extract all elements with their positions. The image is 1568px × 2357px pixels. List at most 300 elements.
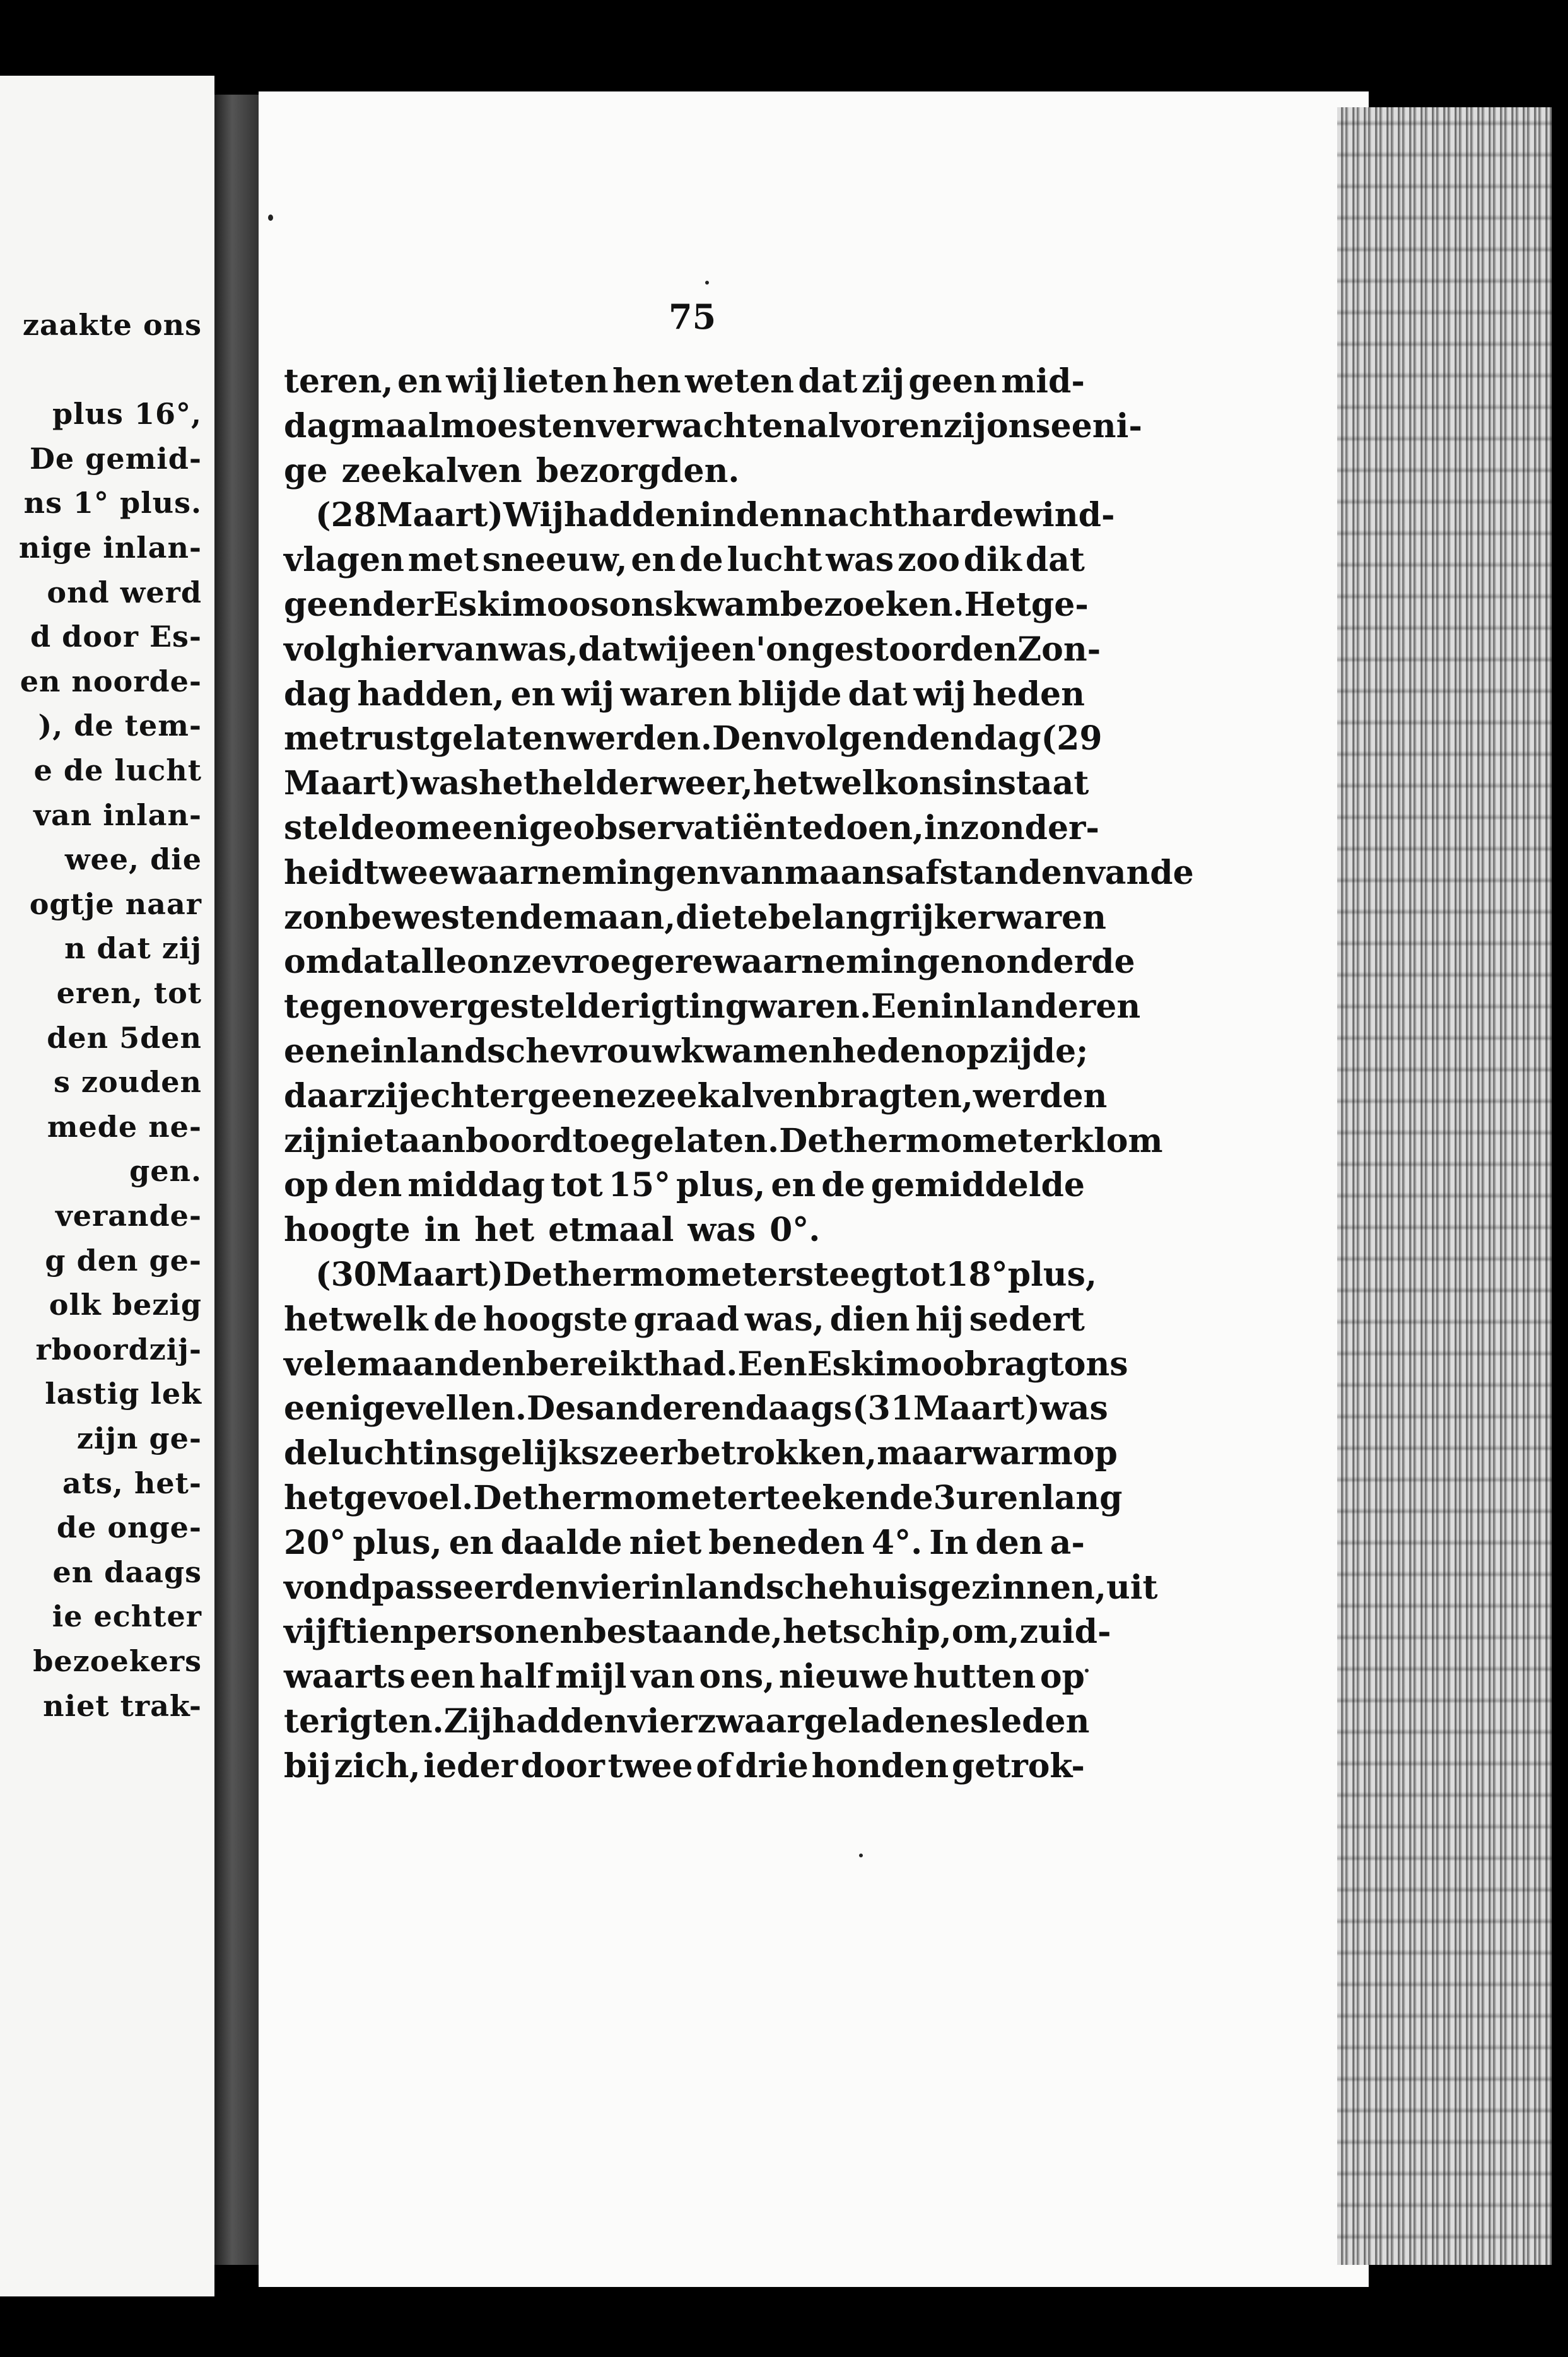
word: Eskimoos (433, 585, 609, 624)
left-page-line: ond werd (47, 575, 202, 609)
word: sneeuw, (482, 541, 628, 580)
word: maansafstanden (784, 853, 1086, 892)
word: plus, (676, 1166, 766, 1205)
word: bij (284, 1746, 331, 1785)
word: Het (964, 585, 1031, 624)
word: daalde (500, 1523, 623, 1562)
text-line (284, 360, 1085, 404)
word: rust (354, 719, 430, 758)
left-page-line: de onge- (56, 1510, 202, 1545)
word: het (478, 764, 539, 803)
word: plus, (1007, 1255, 1097, 1294)
left-page-line: bezoekers (33, 1644, 202, 1678)
word: Maart) (376, 496, 503, 535)
word: eene (284, 1032, 371, 1071)
word: dik (963, 541, 1022, 580)
word: volg (284, 630, 361, 669)
word: onder (984, 943, 1092, 982)
word: passeerden (372, 1568, 580, 1607)
word: geladene (804, 1702, 971, 1741)
word: hadden (564, 496, 700, 535)
text-line (284, 1566, 1158, 1611)
word: alvoren (807, 406, 944, 445)
word: zon (284, 898, 349, 937)
left-page-line: s zouden (53, 1065, 202, 1100)
word: of (696, 1746, 732, 1785)
word: sleden (970, 1702, 1090, 1741)
word: door (520, 1746, 605, 1785)
word: hutten (913, 1657, 1036, 1696)
word: moesten (440, 406, 597, 445)
left-page (0, 76, 214, 2296)
word: (31 (852, 1389, 914, 1428)
word: een' (690, 630, 766, 669)
word: hadden, (357, 674, 505, 714)
word: honden (811, 1746, 949, 1785)
word: inzonder- (924, 808, 1100, 847)
word: eeni- (1050, 406, 1142, 445)
left-page-line: eren, tot (56, 976, 202, 1010)
word: den (975, 1523, 1043, 1562)
word: vond (284, 1568, 372, 1607)
word: bragten, (817, 1076, 973, 1115)
word: bezoeken. (780, 585, 964, 624)
text-line (284, 1744, 1085, 1789)
word: (28 (315, 496, 377, 535)
text-line (284, 806, 1100, 851)
left-page-line: wee, die (64, 842, 202, 877)
left-page-line: en noorde- (20, 664, 202, 698)
word: ons (1063, 1344, 1128, 1384)
word: gevoel. (343, 1478, 474, 1517)
word: mijl (555, 1657, 627, 1696)
book-gutter (214, 95, 259, 2265)
word: ongestoorden (765, 630, 1018, 669)
word: zeekalven (636, 1076, 818, 1115)
word: het (284, 1478, 344, 1517)
word: niet (629, 1523, 702, 1562)
word: met (284, 719, 355, 758)
word: vrouw (570, 1032, 681, 1071)
word: lang (1041, 1478, 1123, 1517)
word: daar (284, 1076, 367, 1115)
word: uren (956, 1478, 1042, 1517)
word: drie (735, 1746, 809, 1785)
word: toegelaten. (572, 1121, 780, 1160)
speck-mark (1085, 1669, 1089, 1672)
word: in (699, 496, 736, 535)
word: het (782, 1613, 843, 1652)
word: alle (399, 943, 467, 982)
word: De (779, 1121, 829, 1160)
word: waarnemingen (713, 943, 985, 982)
word: maar (877, 1434, 971, 1473)
word: om (394, 808, 452, 847)
text-line (284, 1610, 1111, 1655)
word: en (771, 1166, 816, 1205)
word: het (474, 1211, 535, 1250)
word: heden (832, 1032, 945, 1071)
word: teekende (765, 1478, 933, 1517)
word: hiervan (360, 630, 499, 669)
word: ieder (423, 1746, 518, 1785)
left-page-line: olk bezig (49, 1288, 202, 1322)
word: De (503, 1255, 553, 1294)
word: daags (745, 1389, 853, 1428)
word: dat (578, 630, 638, 669)
word: tot (893, 1255, 946, 1294)
word: anderen (594, 1389, 746, 1428)
word: zwaar (697, 1702, 804, 1741)
word: wind- (1014, 496, 1115, 535)
speck-mark (705, 281, 709, 285)
word: twee (364, 853, 449, 892)
word: ons (986, 406, 1051, 445)
word: lucht (727, 541, 822, 580)
word: gelaten (429, 719, 567, 758)
left-page-line: ie echter (52, 1599, 202, 1634)
text-line (284, 493, 1115, 538)
word: waarnemingen (448, 853, 721, 892)
word: zeer (599, 1434, 677, 1473)
word: de (519, 898, 563, 937)
word: hetwelk (284, 1300, 428, 1339)
word: thermometer (522, 1478, 766, 1517)
word: maanden (357, 1344, 526, 1384)
word: steeg (795, 1255, 894, 1294)
text-line (284, 1119, 1163, 1164)
word: en (397, 362, 442, 401)
word: 15° (608, 1166, 671, 1205)
left-page-line: den 5den (47, 1020, 202, 1055)
left-page-line: lastig lek (45, 1377, 202, 1411)
left-page-line: en daags (52, 1555, 202, 1589)
word: dag (974, 719, 1041, 758)
text-line (284, 1074, 1108, 1119)
word: hadden (492, 1702, 628, 1741)
word: te (732, 898, 768, 937)
word: had. (658, 1344, 738, 1384)
word: vijftien (284, 1613, 414, 1652)
word: van (631, 1657, 695, 1696)
word: om, (951, 1613, 1020, 1652)
word: de (679, 541, 723, 580)
word: heden (972, 674, 1085, 714)
text-line (284, 1387, 1108, 1431)
word: bestaande, (583, 1613, 783, 1652)
left-page-line: verande- (55, 1199, 202, 1233)
word: zij (284, 1121, 327, 1160)
word: geen (908, 362, 997, 401)
word: Des (526, 1389, 595, 1428)
left-page-line: rboordzij- (35, 1332, 202, 1367)
word: hen (612, 362, 681, 401)
text-line (284, 717, 1103, 761)
word: observatiën (573, 808, 787, 847)
word: was, (744, 1300, 824, 1339)
text-line (284, 538, 1085, 583)
text-line (284, 1253, 1097, 1298)
word: 4°. (871, 1523, 923, 1562)
word: dag (284, 674, 351, 714)
word: Een (737, 1344, 807, 1384)
word: die (676, 898, 732, 937)
word: Maart) (913, 1389, 1040, 1428)
word: 20° (284, 1523, 346, 1562)
word: den (735, 496, 804, 535)
word: met (407, 541, 479, 580)
left-page-line: zijn ge- (76, 1421, 202, 1455)
left-page-line: d door Es- (30, 620, 202, 654)
word: thermometer (553, 1255, 795, 1294)
text-line (284, 940, 1135, 985)
word: weten (685, 362, 794, 401)
word: in (424, 1211, 461, 1250)
text-line (284, 761, 1089, 806)
word: te (787, 808, 823, 847)
word: Den (712, 719, 786, 758)
word: warm (971, 1434, 1073, 1473)
word: betrokken, (677, 1434, 877, 1473)
word: tot (550, 1166, 603, 1205)
word: Zij (443, 1702, 493, 1741)
word: aan (399, 1121, 465, 1160)
text-line (284, 1298, 1085, 1343)
word: Wij (503, 496, 564, 535)
word: op (1072, 1434, 1118, 1473)
word: zij (366, 1076, 410, 1115)
word: rigten. (320, 1702, 444, 1741)
word: dien (829, 1300, 910, 1339)
body-text (284, 360, 1194, 1789)
word: graad (633, 1300, 740, 1339)
word: en (631, 541, 676, 580)
word: teren, (284, 362, 394, 401)
word: van (720, 853, 785, 892)
word: hetwelk (752, 764, 898, 803)
left-page-line: plus 16°, (52, 397, 202, 432)
word: volgenden (785, 719, 974, 758)
word: harde (907, 496, 1014, 535)
word: zich, (334, 1746, 421, 1785)
word: half (479, 1657, 551, 1696)
word: ge- (1031, 585, 1089, 624)
word: zoo (898, 541, 960, 580)
page-number: 75 (669, 297, 717, 337)
word: dat (848, 674, 908, 714)
word: eenige (284, 1389, 406, 1428)
word: zij (943, 406, 986, 445)
word: Maart) (284, 764, 411, 803)
word: etmaal (548, 1211, 674, 1250)
text-line (284, 1431, 1118, 1476)
word: en (448, 1523, 494, 1562)
word: staat (997, 764, 1089, 803)
word: bezorgden. (535, 451, 740, 490)
word: waren (995, 898, 1106, 937)
word: blijde (738, 674, 842, 714)
word: 0°. (769, 1211, 821, 1250)
text-line (284, 404, 1142, 449)
word: Een (871, 987, 941, 1026)
word: de (821, 1166, 865, 1205)
word: stelde (284, 808, 395, 847)
word: te (284, 1702, 320, 1741)
left-page-line: gen. (129, 1154, 202, 1189)
left-page-line: van inlan- (33, 797, 202, 832)
word: beneden (708, 1523, 865, 1562)
word: was (687, 1211, 756, 1250)
word: lucht (327, 1434, 423, 1473)
word: boord (465, 1121, 573, 1160)
word: op (944, 1032, 990, 1071)
text-line (284, 851, 1194, 896)
text-line (284, 449, 1085, 494)
word: de (1091, 943, 1135, 982)
word: werden (973, 1076, 1108, 1115)
text-line (284, 1208, 1085, 1253)
word: hoogte (284, 1211, 411, 1250)
word: geene (527, 1076, 637, 1115)
text-line (284, 1343, 1128, 1387)
page-edges-shading (1337, 107, 1552, 2265)
word: dagmaal (284, 406, 441, 445)
word: kwamen (680, 1032, 833, 1071)
word: getrok- (951, 1746, 1085, 1785)
word: personen (413, 1613, 584, 1652)
word: huisgezinnen, (848, 1568, 1106, 1607)
word: zuid- (1019, 1613, 1111, 1652)
left-page-line: n dat zij (64, 931, 202, 966)
word: wij (446, 362, 499, 401)
word: bereikt (525, 1344, 658, 1384)
word: werden. (566, 719, 713, 758)
word: wij (913, 674, 966, 714)
word: doen, (822, 808, 924, 847)
speck-mark (268, 215, 273, 221)
word: 18° (945, 1255, 1008, 1294)
left-page-line: nige inlan- (18, 531, 202, 565)
word: gemiddelde (870, 1166, 1085, 1205)
word: vroegere (552, 943, 713, 982)
word: kwam (673, 585, 780, 624)
word: schip, (842, 1613, 952, 1652)
word: zijde; (989, 1032, 1089, 1071)
text-line (284, 628, 1101, 673)
word: hoogste (483, 1300, 628, 1339)
word: hij (915, 1300, 964, 1339)
left-page-line: ats, het- (62, 1466, 202, 1500)
word: a- (1050, 1523, 1085, 1562)
word: Maart) (376, 1255, 503, 1294)
word: en (1096, 987, 1141, 1026)
word: geen (284, 585, 373, 624)
text-line (284, 1700, 1090, 1744)
word: de (1150, 853, 1194, 892)
word: Zon- (1017, 630, 1101, 669)
text-line (284, 673, 1085, 717)
word: insgelijks (423, 1434, 600, 1473)
word: vlagen (284, 541, 404, 580)
left-page-line: g den ge- (45, 1243, 202, 1278)
word: tegenovergestelde (284, 987, 621, 1026)
word: een (409, 1657, 476, 1696)
word: en (510, 674, 556, 714)
left-page-line: ns 1° plus. (23, 486, 202, 520)
left-page-line: ogtje naar (29, 886, 202, 921)
word: ons (897, 764, 962, 803)
word: Eskimoo (807, 1344, 964, 1384)
word: mid- (1001, 362, 1085, 401)
word: echter (409, 1076, 528, 1115)
word: thermometer (828, 1121, 1071, 1160)
word: lieten (503, 362, 609, 401)
word: der (372, 585, 434, 624)
word: onze (467, 943, 553, 982)
word: De (473, 1478, 523, 1517)
word: op (284, 1166, 329, 1205)
word: waren (620, 674, 732, 714)
word: uit (1106, 1568, 1158, 1607)
word: was (410, 764, 479, 803)
word: niet (327, 1121, 399, 1160)
word: rigting (621, 987, 749, 1026)
text-line (284, 583, 1089, 628)
word: omdat (284, 943, 400, 982)
text-line (284, 1521, 1085, 1566)
word: heid (284, 853, 365, 892)
text-line (284, 1163, 1085, 1208)
word: bewesten (348, 898, 520, 937)
word: eenige (451, 808, 573, 847)
word: middag (407, 1166, 545, 1205)
word: 3 (933, 1478, 956, 1517)
word: plus, (353, 1523, 442, 1562)
text-line (284, 1476, 1123, 1521)
left-page-line: mede ne- (47, 1109, 202, 1144)
word: weer, (657, 764, 753, 803)
word: wij (637, 630, 691, 669)
word: (29 (1041, 719, 1103, 758)
left-page-line: ), de tem- (38, 708, 202, 743)
word: in (961, 764, 998, 803)
left-page-line: niet trak- (43, 1688, 202, 1723)
word: op (1039, 1657, 1085, 1696)
text-line (284, 1030, 1089, 1074)
word: maan, (563, 898, 676, 937)
word: inlander (940, 987, 1096, 1026)
speck-mark (859, 1854, 863, 1857)
word: (30 (315, 1255, 377, 1294)
word: belangrijker (768, 898, 995, 937)
word: zeekalven (341, 451, 522, 490)
text-line (284, 985, 1141, 1030)
word: den (334, 1166, 402, 1205)
word: bragt (964, 1344, 1064, 1384)
word: sedert (969, 1300, 1085, 1339)
word: was (1040, 1389, 1108, 1428)
text-line (284, 896, 1106, 941)
word: inlandsche (370, 1032, 571, 1071)
word: klom (1070, 1121, 1163, 1160)
word: was, (498, 630, 578, 669)
word: was (826, 541, 894, 580)
word: waren. (748, 987, 872, 1026)
word: vier (628, 1702, 698, 1741)
word: helder (538, 764, 657, 803)
word: dat (1025, 541, 1085, 580)
word: wij (561, 674, 614, 714)
